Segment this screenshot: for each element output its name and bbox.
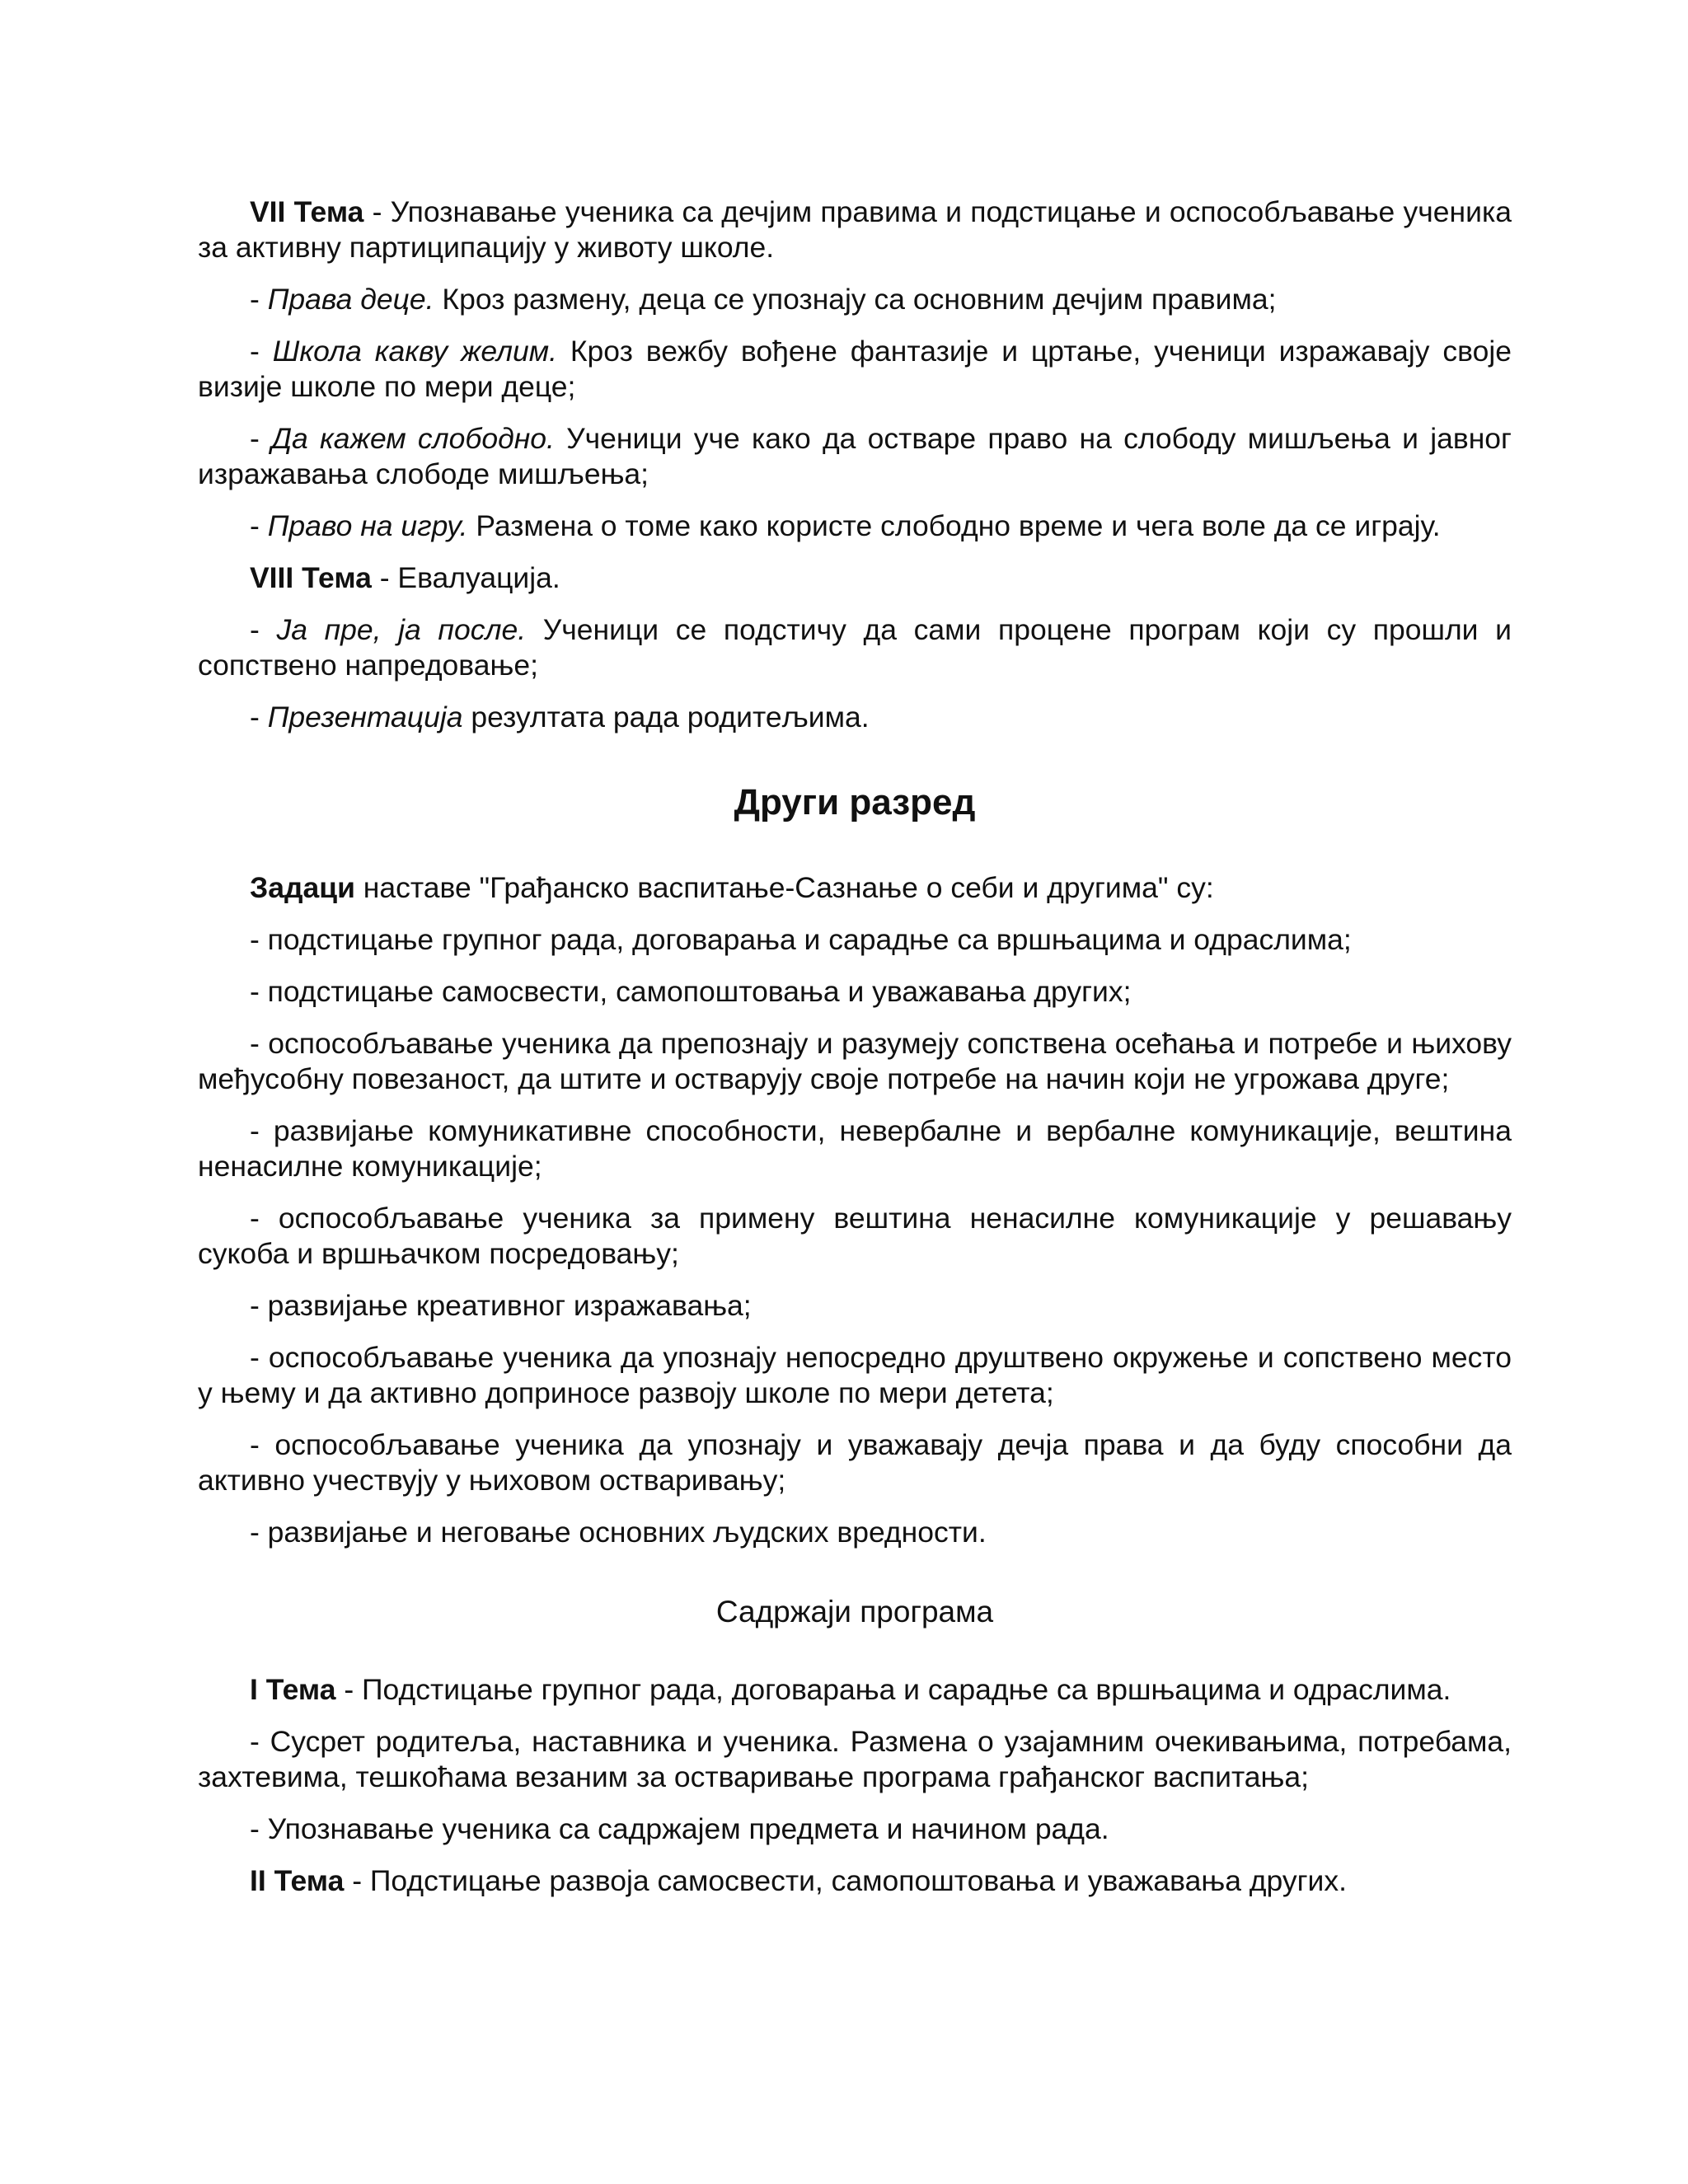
item-title: Да кажем слободно. — [271, 422, 555, 455]
tasks-label: Задаци — [250, 871, 355, 904]
tema2-text: - Подстицање развоја самосвести, самопоштовања и уважавања других. — [344, 1864, 1348, 1897]
task-item: - развијање и неговање основних људских вредности. — [250, 1516, 987, 1549]
task-item: - развијање креативног изражавања; — [250, 1289, 752, 1322]
tasks-text: наставе "Грађанско васпитање-Сазнање о себи и другима" су: — [354, 871, 1214, 904]
item-title: Права деце. — [267, 283, 434, 316]
tema8-item-1 — [198, 612, 1512, 683]
tema1-item: - Сусрет родитеља, наставника и ученика. Размена о узајамним очекивањима, потребама, захтевима, тешкоћама везаним за остваривање програма грађанског васпитања; — [198, 1725, 1512, 1793]
item-text: Ученици уче како да остваре право на слободу мишљења и јавног изражавања слободе мишљења; — [198, 422, 1512, 490]
item-prefix: - — [250, 701, 268, 733]
task-item: - оспособљавање ученика за примену вештина ненасилне комуникације у решавању сукоба и вршњачком посредовању; — [198, 1202, 1512, 1270]
item-title: Ја пре, ја после. — [276, 613, 527, 646]
item-title: Право на игру. — [267, 509, 468, 542]
tema7-paragraph — [198, 194, 1512, 265]
tema8-paragraph — [198, 560, 1512, 596]
tema2-label: II Тема — [250, 1864, 345, 1897]
item-prefix: - — [250, 335, 273, 368]
item-prefix: - — [250, 613, 277, 646]
item-prefix: - — [250, 422, 272, 455]
tema7-label: VII Тема — [250, 195, 364, 228]
item-text: Кроз размену, деца се упознају са основним дечјим правима; — [434, 283, 1277, 316]
item-text: Кроз вежбу вођене фантазије и цртање, ученици изражавају своје визије школе по мери деце; — [198, 335, 1512, 403]
task-item: - оспособљавање ученика да упознају и уважавају дечја права и да буду способни да активно учествују у њиховом остваривању; — [198, 1428, 1512, 1497]
document-page — [198, 194, 1512, 1915]
tema8-text: - Евалуација. — [371, 561, 560, 594]
subsection-title: Садржаји програма — [715, 1595, 994, 1629]
tema7-item-2 — [198, 334, 1512, 405]
item-prefix: - — [250, 283, 268, 316]
task-item: - подстицање групног рада, договарања и сарадње са вршњацима и одраслима; — [250, 923, 1352, 956]
tema8-item-2 — [198, 700, 1512, 735]
item-text: Размена о томе како користе слободно време и чега воле да се играју. — [467, 509, 1441, 542]
task-item: - подстицање самосвести, самопоштовања и уважавања других; — [250, 975, 1132, 1008]
tema7-item-3 — [198, 421, 1512, 492]
tema7-item-4 — [198, 509, 1512, 544]
item-title: Презентација — [267, 701, 463, 733]
item-text: резултата рада родитељима. — [462, 701, 870, 733]
tema1-item: - Упознавање ученика са садржајем предмета и начином рада. — [250, 1812, 1109, 1845]
tema1-label: I Тема — [250, 1673, 336, 1706]
task-item: - оспособљавање ученика да препознају и разумеју сопствена осећања и потребе и њихову међусобну повезаност, да штите и остварују своје потребе на начин који не угрожава друге; — [198, 1027, 1512, 1095]
task-item: - развијање комуникативне способности, невербалне и вербалне комуникације, вештина ненасилне комуникације; — [198, 1114, 1512, 1183]
tema1-text: - Подстицање групног рада, договарања и сарадње са вршњацима и одраслима. — [335, 1673, 1451, 1706]
item-title: Школа какву желим. — [272, 335, 557, 368]
task-item: - оспособљавање ученика да упознају непосредно друштвено окружење и сопствено место у њему и да активно доприносе развоју школе по мери детета; — [198, 1341, 1512, 1409]
tema1-paragraph — [198, 1672, 1512, 1708]
tema8-label: VIII Тема — [250, 561, 372, 594]
item-prefix: - — [250, 509, 268, 542]
item-text: Ученици се подстичу да сами процене програм који су прошли и сопствено напредовање; — [198, 613, 1512, 682]
section-title: Други разред — [734, 782, 976, 823]
tema7-item-1 — [198, 282, 1512, 317]
tasks-intro — [198, 870, 1512, 906]
tema2-paragraph — [198, 1863, 1512, 1899]
tema7-text: - Упознавање ученика са дечјим правима и подстицање и оспособљавање ученика за активну партиципацију у животу школе. — [198, 195, 1512, 264]
